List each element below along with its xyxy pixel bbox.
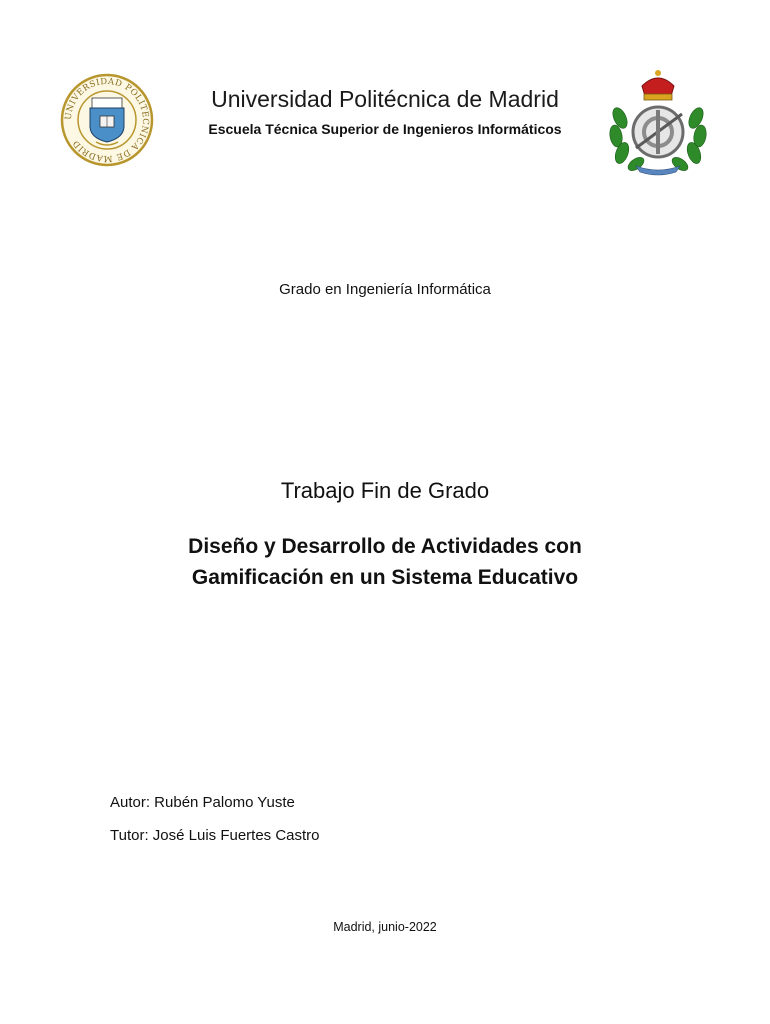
place-date: Madrid, junio-2022: [333, 920, 437, 934]
author-line: Autor: Rubén Palomo Yuste: [110, 794, 295, 811]
thesis-title-line-2: Gamificación en un Sistema Educativo: [191, 566, 579, 589]
university-name: Universidad Politécnica de Madrid: [211, 86, 559, 112]
school-name: Escuela Técnica Superior de Ingenieros Informáticos: [208, 121, 562, 137]
thesis-title-line-1: Diseño y Desarrollo de Actividades con: [188, 535, 582, 558]
degree-name: Grado en Ingeniería Informática: [279, 281, 491, 298]
work-type-label: Trabajo Fin de Grado: [280, 478, 490, 503]
tutor-line: Tutor: José Luis Fuertes Castro: [110, 827, 320, 844]
seal-ring-text: UNIVERSIDAD POLITECNICA DE MADRID: [63, 76, 151, 164]
